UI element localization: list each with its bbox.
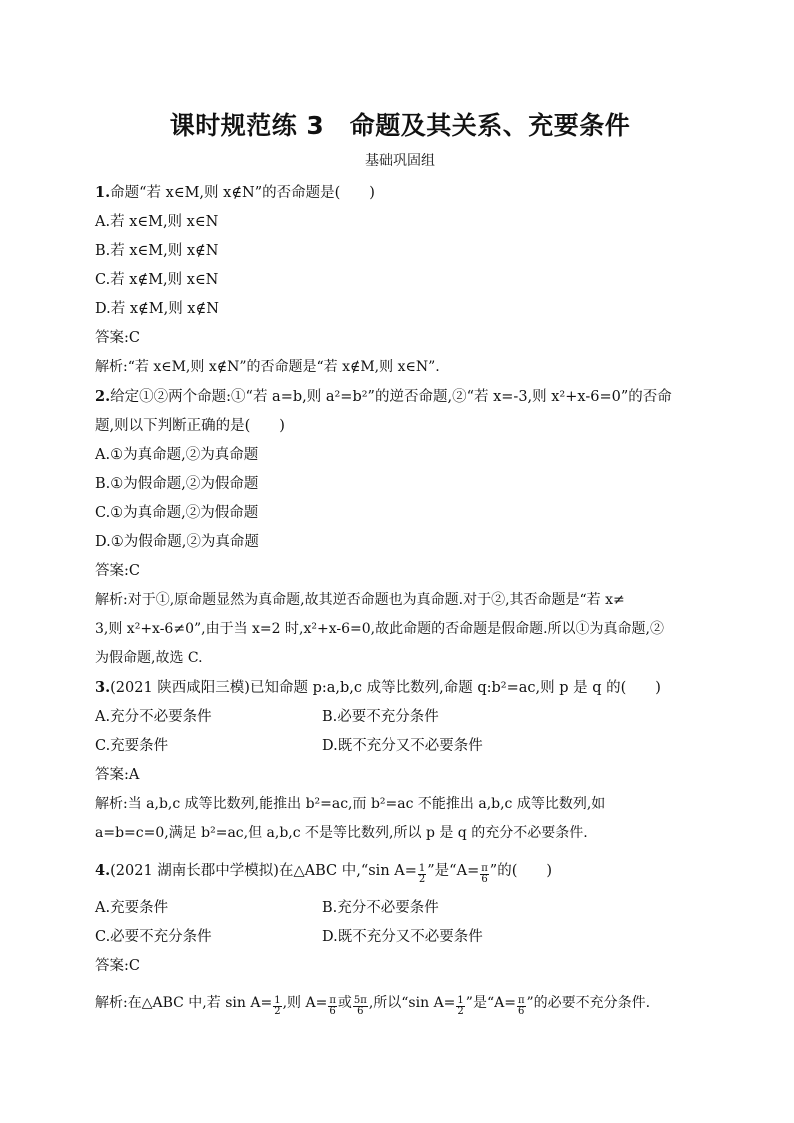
question-1-stem: 1.命题“若 x∈M,则 x∉N”的否命题是( ) [95, 184, 375, 201]
option-b: B.充分不必要条件 [322, 900, 439, 916]
analysis: 解析:在△ABC 中,若 sin A= $\frac{1}{2}$ ,则 A= $\frac{\pi}{6}$ 或 $\frac{5\pi}{6}$ ,所以“sin A= $\frac{1}{2}$ ”是“A= $\frac{\pi}{6}$ ”的必要不充分条件. [95, 995, 651, 1017]
option-a: A.若 x∈M,则 x∈N [95, 214, 219, 230]
option-b: B.必要不充分条件 [322, 709, 439, 725]
analysis-line-3: 为假命题,故选 C. [95, 650, 203, 666]
option-d: D.既不充分又不必要条件 [322, 929, 483, 945]
question-1 [95, 178, 705, 382]
options-row-1 [95, 703, 705, 732]
options-row-1 [95, 894, 705, 923]
question-4 [95, 856, 705, 1018]
source-tag: (2021 陕西咸阳三模) [110, 680, 250, 696]
analysis-line-2: a=b=c=0,满足 b²=ac,但 a,b,c 不是等比数列,所以 p 是 q 的充分不必要条件. [95, 825, 588, 841]
option-d: D.若 x∉M,则 x∉N [95, 301, 219, 317]
question-2 [95, 382, 705, 673]
fraction-one-half: $\frac{1}{2}$ [418, 863, 426, 885]
option-a: A.充要条件 [95, 900, 169, 916]
answer: 答案:A [95, 767, 140, 783]
source-tag: (2021 湖南长郡中学模拟) [110, 863, 279, 879]
options-row-2 [95, 732, 705, 761]
fraction-pi-over-6: $\frac{\pi}{6}$ [481, 863, 488, 885]
page-title: 课时规范练 3 命题及其关系、充要条件 [169, 111, 631, 140]
analysis: 解析:“若 x∈M,则 x∉N”的否命题是“若 x∉M,则 x∈N”. [95, 359, 440, 375]
option-c: C.必要不充分条件 [95, 929, 212, 945]
answer: 答案:C [95, 330, 140, 346]
section-heading: 基础巩固组 [365, 153, 435, 169]
answer: 答案:C [95, 563, 140, 579]
question-4-stem: 4.(2021 湖南长郡中学模拟)在△ABC 中,“sin A= $\frac{1}{2}$ ”是“A= $\frac{\pi}{6}$ ”的( ) [95, 862, 553, 885]
option-c: C.①为真命题,②为假命题 [95, 505, 259, 521]
fraction-pi-over-6: $\frac{\pi}{6}$ [329, 995, 336, 1017]
option-b: B.若 x∈M,则 x∉N [95, 243, 219, 259]
option-c: C.若 x∉M,则 x∈N [95, 272, 219, 288]
question-2-stem-cont: 题,则以下判断正确的是( ) [95, 418, 285, 434]
option-d: D.①为假命题,②为真命题 [95, 534, 259, 550]
question-2-stem: 2.给定①②两个命题:①“若 a=b,则 a²=b²”的逆否命题,②“若 x=-3,则 x²+x-6=0”的否命 [95, 388, 672, 405]
option-d: D.既不充分又不必要条件 [322, 738, 483, 754]
option-b: B.①为假命题,②为假命题 [95, 476, 259, 492]
fraction-5pi-over-6: $\frac{5\pi}{6}$ [353, 995, 367, 1017]
option-a: A.①为真命题,②为真命题 [95, 447, 259, 463]
options-row-2 [95, 923, 705, 952]
fraction-one-half: $\frac{1}{2}$ [274, 995, 281, 1017]
option-a: A.充分不必要条件 [95, 709, 212, 725]
question-3-stem: 3.(2021 陕西咸阳三模)已知命题 p:a,b,c 成等比数列,命题 q:b²=ac,则 p 是 q 的( ) [95, 679, 661, 696]
document-page [95, 100, 705, 1018]
analysis-line-2: 3,则 x²+x-6≠0”,由于当 x=2 时,x²+x-6=0,故此命题的否命题是假命题.所以①为真命题,② [95, 621, 664, 637]
fraction-pi-over-6: $\frac{\pi}{6}$ [517, 995, 525, 1017]
analysis-line-1: 解析:对于①,原命题显然为真命题,故其逆否命题也为真命题.对于②,其否命题是“若 x≠ [95, 592, 625, 608]
answer: 答案:C [95, 958, 140, 974]
fraction-one-half: $\frac{1}{2}$ [457, 995, 464, 1017]
option-c: C.充要条件 [95, 738, 169, 754]
question-3 [95, 673, 705, 848]
analysis-line-1: 解析:当 a,b,c 成等比数列,能推出 b²=ac,而 b²=ac 不能推出 a,b,c 成等比数列,如 [95, 796, 606, 812]
